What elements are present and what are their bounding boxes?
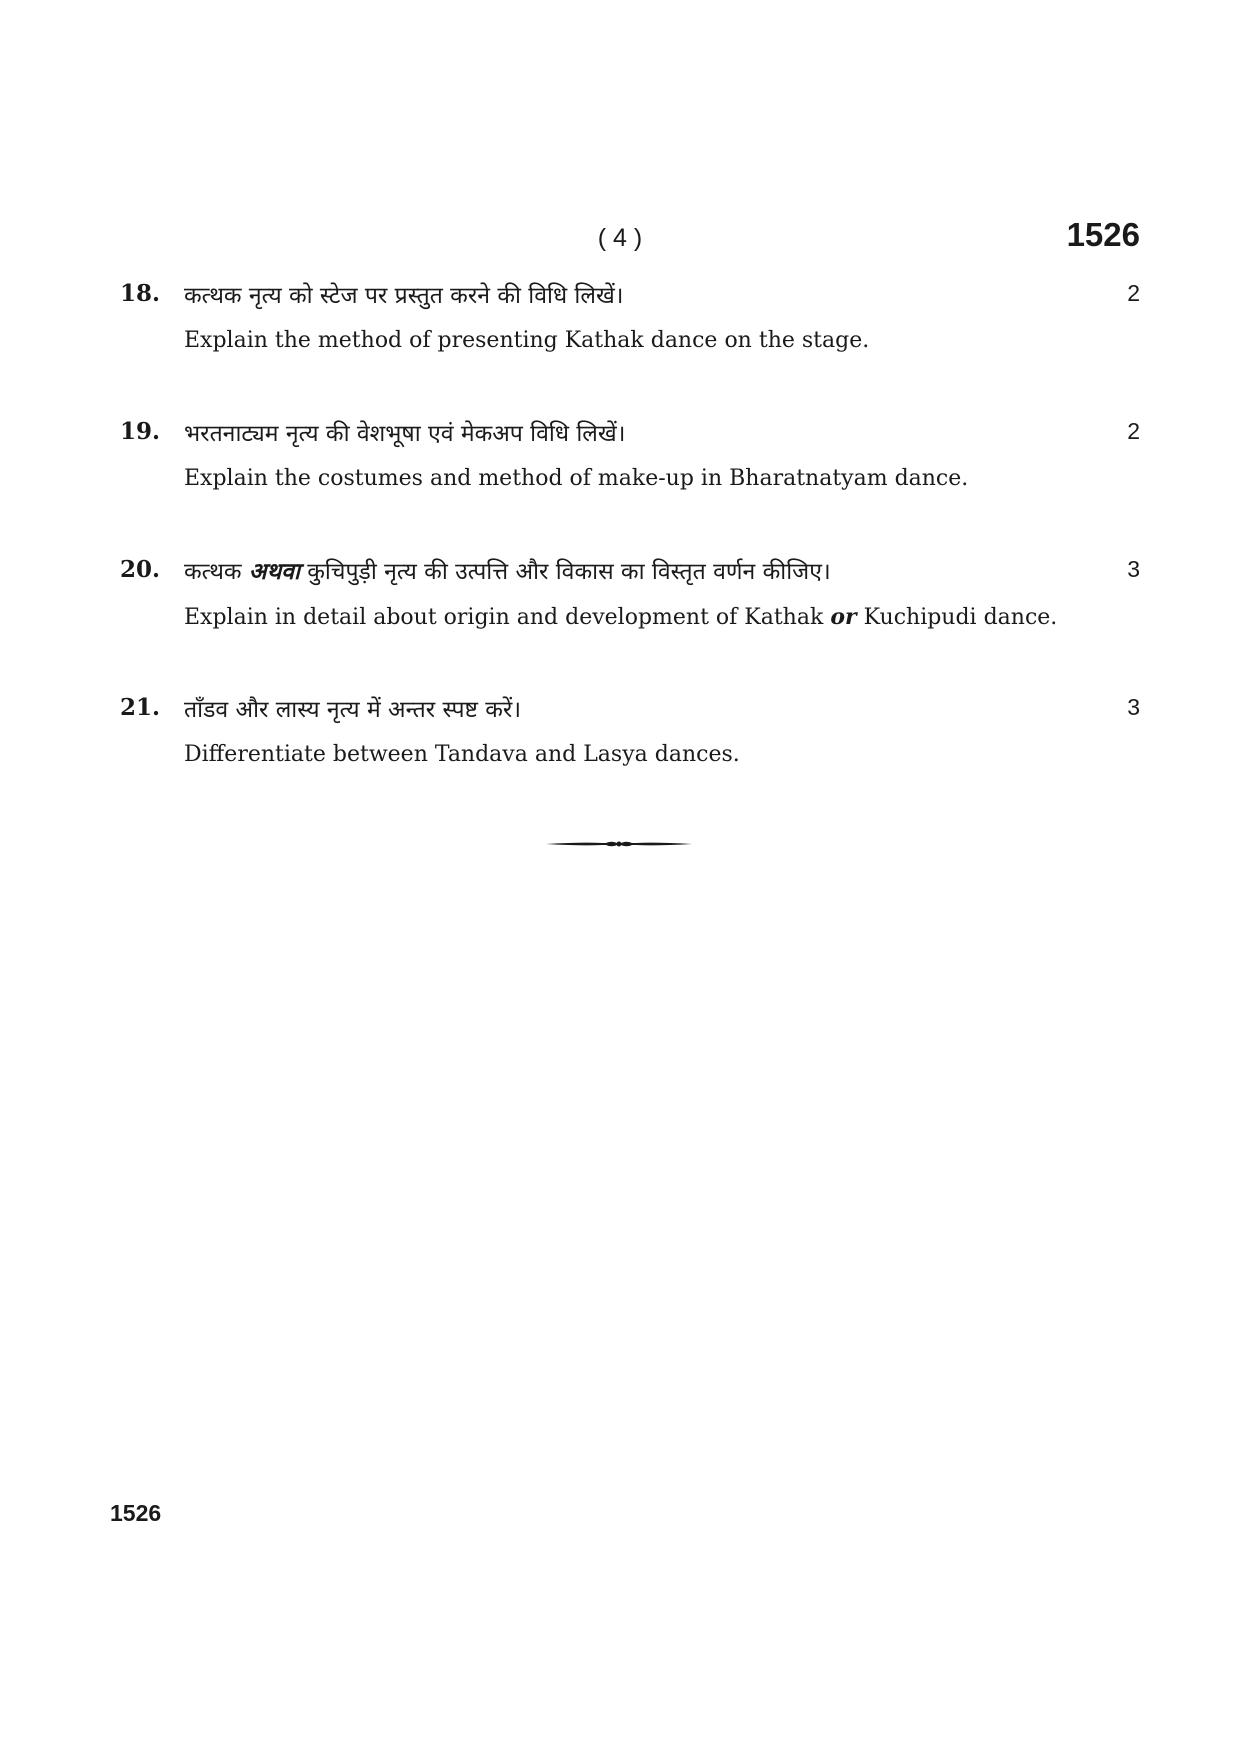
question-text-hindi: ताँडव और लास्य नृत्य में अन्तर स्पष्ट करें।	[184, 697, 522, 723]
english-text-part: Explain in detail about origin and development of Kathak	[184, 605, 824, 630]
question-text-english	[184, 604, 1057, 630]
question-number: 20.	[120, 556, 161, 583]
paper-code-footer: 1526	[110, 1500, 162, 1526]
question-number: 18.	[120, 280, 161, 307]
question-marks: 3	[1127, 556, 1140, 582]
question-text-english: Differentiate between Tandava and Lasya dances.	[184, 742, 740, 767]
question-marks: 2	[1127, 280, 1140, 306]
paper-code-header: 1526	[1066, 216, 1140, 253]
page-number: ( 4 )	[597, 224, 643, 252]
english-text-part: Kuchipudi dance.	[863, 605, 1058, 630]
question-number: 19.	[120, 418, 161, 445]
question-number: 21.	[120, 694, 161, 721]
hindi-text-part: कत्थक	[184, 559, 242, 585]
end-ornament-icon	[546, 838, 692, 850]
hindi-text-part: कुचिपुड़ी नृत्य की उत्पत्ति और विकास का विस्तृत वर्णन कीजिए।	[307, 559, 831, 585]
english-or-emphasis: or	[830, 604, 857, 630]
hindi-or-emphasis: अथवा	[248, 559, 300, 585]
question-marks: 2	[1127, 418, 1140, 444]
question-text-hindi	[184, 554, 831, 586]
question-text-english: Explain the costumes and method of make-up in Bharatnatyam dance.	[184, 466, 969, 491]
question-text-hindi: कत्थक नृत्य को स्टेज पर प्रस्तुत करने की विधि लिखें।	[184, 283, 624, 309]
question-text-english: Explain the method of presenting Kathak dance on the stage.	[184, 328, 870, 353]
question-text-hindi: भरतनाट्यम नृत्य की वेशभूषा एवं मेकअप विधि लिखें।	[184, 421, 626, 447]
question-marks: 3	[1127, 694, 1140, 720]
